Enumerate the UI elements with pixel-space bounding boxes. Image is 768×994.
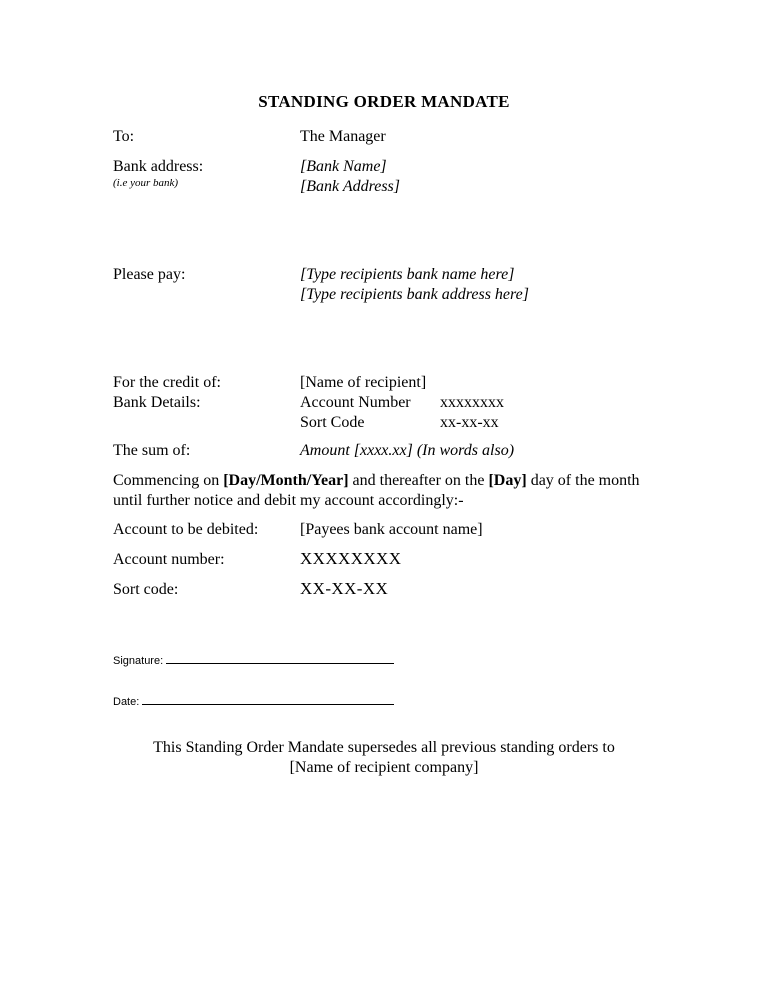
date-line — [113, 695, 394, 709]
bank-name-placeholder: [Bank Name] — [300, 158, 387, 175]
debit-sort-code-label: Sort code: — [113, 581, 179, 598]
please-pay-label: Please pay: — [113, 266, 186, 283]
recipient-bank-address-placeholder: [Type recipients bank address here] — [300, 286, 529, 303]
credit-of-label: For the credit of: — [113, 374, 221, 391]
date-field[interactable] — [142, 695, 394, 705]
to-label: To: — [113, 128, 135, 145]
recipient-bank-name-placeholder: [Type recipients bank name here] — [300, 266, 515, 283]
sort-code-label: Sort Code — [300, 414, 365, 431]
account-number-label: Account Number — [300, 394, 411, 411]
commencing-text-3: day of the month until further notice and debit my account accordingly:- — [113, 472, 640, 509]
bank-address-label: Bank address: — [113, 158, 204, 175]
signature-line — [113, 654, 394, 668]
commencing-paragraph — [113, 471, 653, 511]
account-number-value: xxxxxxxx — [440, 394, 504, 411]
footer-line-2: [Name of recipient company] — [289, 759, 479, 776]
sum-value: Amount [xxxx.xx] (In words also) — [300, 442, 515, 459]
sort-code-value: xx-xx-xx — [440, 414, 499, 431]
commencing-text-1: Commencing on — [113, 472, 224, 489]
debit-account-label: Account to be debited: — [113, 521, 259, 538]
recipient-name-placeholder: [Name of recipient] — [300, 374, 427, 391]
to-value: The Manager — [300, 128, 386, 145]
footer-line-1: This Standing Order Mandate supersedes all previous standing orders to — [153, 739, 615, 756]
debit-sort-code-value: XX-XX-XX — [300, 579, 389, 598]
day-placeholder: [Day] — [488, 472, 527, 489]
debit-account-number-label: Account number: — [113, 551, 225, 568]
bank-address-note: (i.e your bank) — [113, 177, 179, 189]
signature-field[interactable] — [166, 654, 394, 664]
sum-label: The sum of: — [113, 442, 191, 459]
signature-label: Signature: — [113, 655, 164, 667]
start-date-placeholder: [Day/Month/Year] — [223, 472, 349, 489]
date-label: Date: — [113, 696, 140, 708]
bank-details-label: Bank Details: — [113, 394, 201, 411]
document-title: STANDING ORDER MANDATE — [258, 92, 510, 111]
commencing-text-2: and thereafter on the — [348, 472, 489, 489]
debit-account-value: [Payees bank account name] — [300, 521, 483, 538]
bank-address-placeholder: [Bank Address] — [300, 178, 400, 195]
debit-account-number-value: XXXXXXXX — [300, 549, 402, 568]
